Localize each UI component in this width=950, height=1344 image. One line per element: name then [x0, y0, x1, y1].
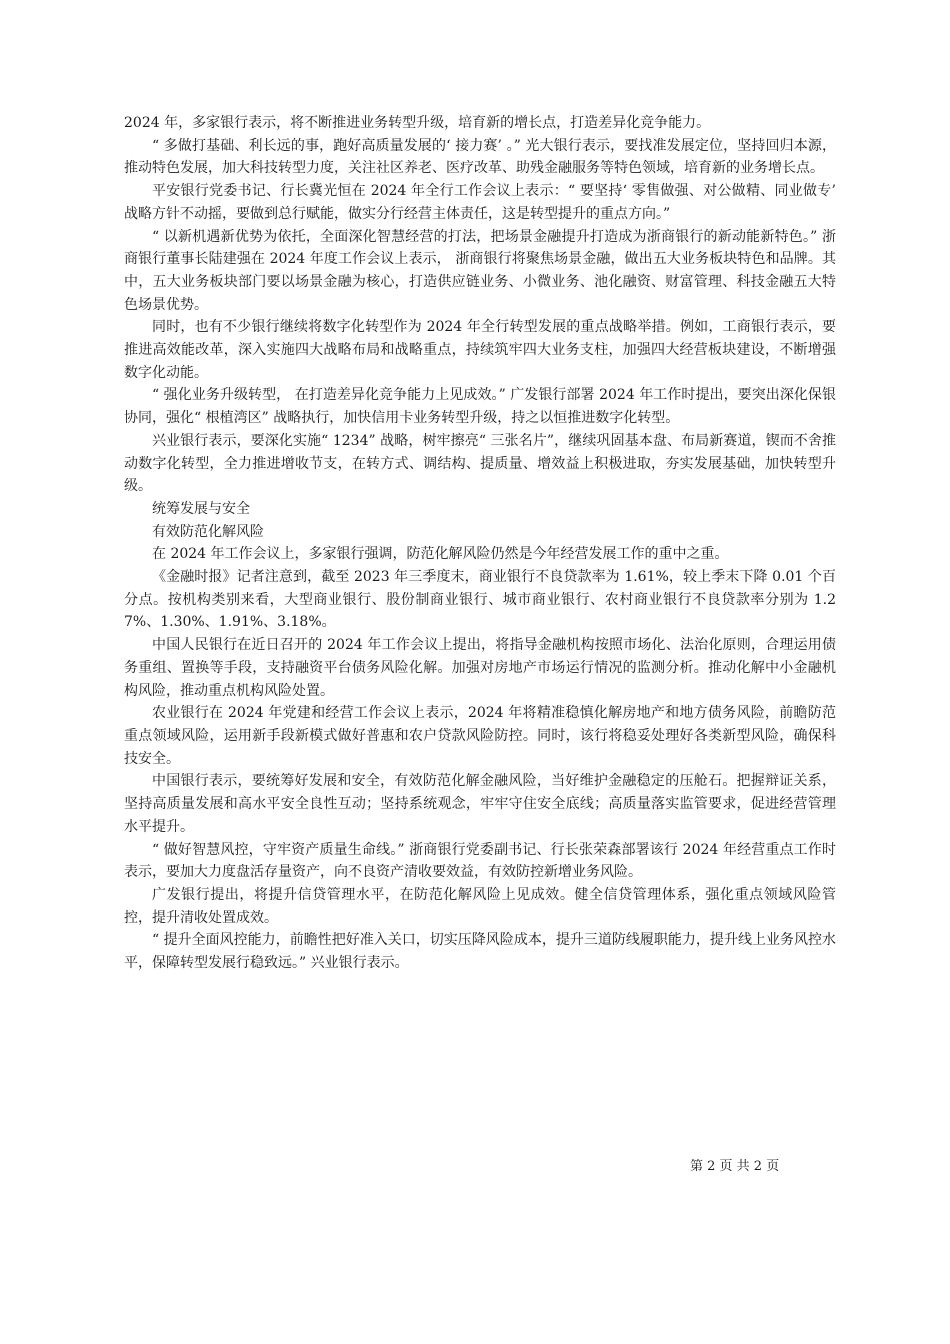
paragraph: “ 多做打基础、利长远的事，跑好高质量发展的‘ 接力赛’ 。” 光大银行表示，要找准发展定位，坚持回归本源，推动特色发展，加大科技转型力度，关注社区养老、医疗改革、助残金融服务等特色领域，培育新的业务增长点。 — [124, 137, 836, 177]
paragraph: 在 2024 年工作会议上，多家银行强调，防范化解风险仍然是今年经营发展工作的重中之重。 — [152, 546, 729, 563]
paragraph: 农业银行在 2024 年党建和经营工作会议上表示，2024 年将精准稳慎化解房地产和地方债务风险，前瞻防范重点领域风险，运用新手段新模式做好普惠和农户贷款风险防控。同时，该行将稳妥处理好各类新型风险，确保科技安全。 — [124, 705, 836, 767]
paragraph: “ 提升全面风控能力，前瞻性把好准入关口，切实压降风险成本，提升三道防线履职能力，提升线上业务风控水平，保障转型发展行稳致远。” 兴业银行表示。 — [124, 932, 836, 972]
paragraph: 广发银行提出，将提升信贷管理水平，在防范化解风险上见成效。健全信贷管理体系，强化重点领域风险管控，提升清收处置成效。 — [124, 886, 836, 926]
paragraph: 同时，也有不少银行继续将数字化转型作为 2024 年全行转型发展的重点战略举措。例如，工商银行表示，要推进高效能改革，深入实施四大战略布局和战略重点，持续筑牢四大业务支柱，加强四大经营板块建设，不断增强数字化动能。 — [124, 319, 836, 381]
page-number: 第 2 页 共 2 页 — [690, 1159, 780, 1174]
paragraph: 兴业银行表示，要深化实施“ 1234” 战略，树牢擦亮“ 三张名片”，继续巩固基本盘、布局新赛道，锲而不舍推动数字化转型，全力推进增收节支，在转方式、调结构、提质量、增效益上积极进取，夯实发展基础，加快转型升级。 — [124, 432, 836, 495]
paragraph: “ 做好智慧风控，守牢资产质量生命线。” 浙商银行党委副书记、行长张荣森部署该行 2024 年经营重点工作时表示，要加大力度盘活存量资产，向不良资产清收要效益，有效防控新增业务风险。 — [124, 841, 836, 881]
paragraph: “ 强化业务升级转型， 在打造差异化竞争能力上见成效。” 广发银行部署 2024 年工作时提出，要突出深化保银协同，强化“ 根植湾区” 战略执行，加快信用卡业务转型升级，持之以恒推进数字化转型。 — [124, 387, 836, 427]
paragraph: 《金融时报》记者注意到，截至 2023 年三季度末，商业银行不良贷款率为 1.61%，较上季末下降 0.01 个百分点。按机构类别来看，大型商业银行、股份制商业银行、城市商业银行、农村商业银行不良贷款率分别为 1.27%、1.30%、1.91%、3.18%。 — [124, 569, 836, 631]
paragraph: 中国银行表示，要统筹好发展和安全，有效防范化解金融风险，当好维护金融稳定的压舱石。把握辩证关系，坚持高质量发展和高水平安全良性互动；坚持系统观念，牢牢守住安全底线；高质量落实监管要求，促进经营管理水平提升。 — [124, 773, 836, 835]
section-heading: 统筹发展与安全 — [152, 500, 250, 517]
article-body — [124, 112, 836, 975]
paragraph: “ 以新机遇新优势为依托，全面深化智慧经营的打法，把场景金融提升打造成为浙商银行的新动能新特色。” 浙商银行董事长陆建强在 2024 年度工作会议上表示， 浙商银行将聚焦场景金融，做出五大业务板块特色和品牌。其中，五大业务板块部门要以场景金融为核心，打造供应链业务、小微业务、池化融资、财富管理、科技金融五大特色场景优势。 — [124, 228, 836, 313]
paragraph: 中国人民银行在近日召开的 2024 年工作会议上提出，将指导金融机构按照市场化、法治化原则，合理运用债务重组、置换等手段，支持融资平台债务风险化解。加强对房地产市场运行情况的监测分析。推动化解中小金融机构风险，推动重点机构风险处置。 — [124, 637, 836, 699]
paragraph: 平安银行党委书记、行长冀光恒在 2024 年全行工作会议上表示：“ 要坚持‘ 零售做强、对公做精、同业做专’ 战略方针不动摇，要做到总行赋能，做实分行经营主体责任，这是转型提升的重点方向。” — [124, 183, 836, 222]
section-subheading: 有效防范化解风险 — [152, 523, 264, 540]
paragraph: 2024 年，多家银行表示，将不断推进业务转型升级，培育新的增长点，打造差异化竞争能力。 — [124, 115, 711, 131]
